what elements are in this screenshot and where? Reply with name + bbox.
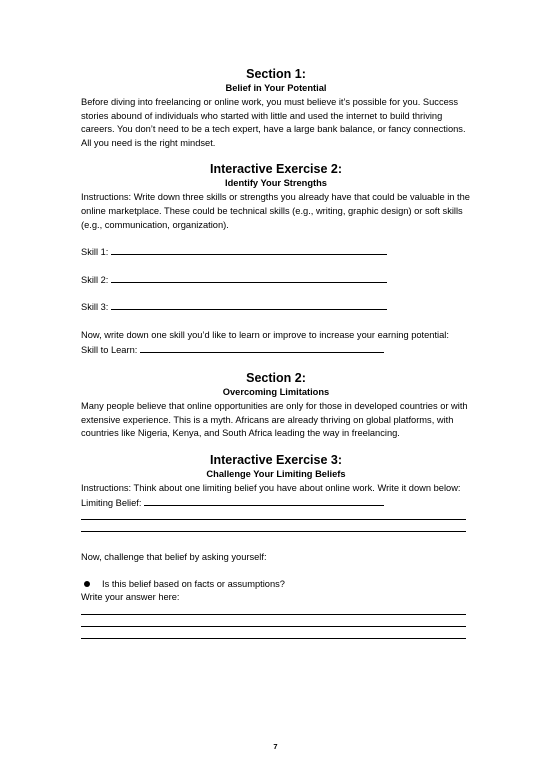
answer-line-3[interactable]: [81, 638, 466, 639]
question1-text: Is this belief based on facts or assumptions?: [102, 578, 285, 589]
skill3-blank[interactable]: [111, 300, 387, 310]
learn-row: [81, 343, 471, 358]
belief-label: Limiting Belief:: [81, 497, 142, 508]
exercise3-instructions: Instructions: Think about one limiting belief you have about online work. Write it down below:: [81, 482, 461, 493]
skill1-label: Skill 1:: [81, 247, 109, 258]
page-content: [81, 67, 471, 639]
exercise3-title: Interactive Exercise 3:: [209, 452, 343, 467]
section1-title: Section 1:: [246, 67, 306, 81]
belief-blank[interactable]: [144, 496, 384, 506]
section2-subtitle: Overcoming Limitations: [222, 387, 330, 398]
question1-row: [81, 578, 471, 592]
skill2-row: [81, 273, 471, 288]
learn-prompt: Now, write down one skill you’d like to learn or improve to increase your earning potential:: [81, 329, 449, 340]
skill2-label: Skill 2:: [81, 274, 109, 285]
section1-body: Before diving into freelancing or online work, you must believe it’s possible for you. Success stories abound of individuals who started with little and used the internet to build thriving careers. You don’t need to be a tech expert, have a large bank balance, or fancy connections. All you need is the right mindset.: [81, 97, 466, 148]
exercise2-instructions: Instructions: Write down three skills or strengths you already have that could be valuable in the online marketplace. These could be technical skills (e.g., writing, graphic design) or soft skills (e.g., communication, organization).: [81, 192, 470, 230]
skill1-blank[interactable]: [111, 245, 387, 255]
section2-body: Many people believe that online opportunities are only for those in developed countries or with extensive experience. This is a myth. Africans are already thriving on global platforms, with countries like Nigeria, Kenya, and South Africa leading the way in freelancing.: [81, 401, 468, 439]
exercise3-subtitle: Challenge Your Limiting Beliefs: [206, 468, 346, 479]
answer-label: Write your answer here:: [81, 592, 180, 603]
skill1-row: [81, 245, 471, 260]
learn-blank[interactable]: [140, 343, 384, 353]
belief-row: [81, 496, 471, 511]
section2-title: Section 2:: [246, 371, 306, 386]
learn-label: Skill to Learn:: [81, 344, 138, 355]
skill3-label: Skill 3:: [81, 302, 109, 313]
skill2-blank[interactable]: [111, 273, 387, 283]
page-number: 7: [273, 742, 278, 751]
challenge-prompt: Now, challenge that belief by asking yourself:: [81, 552, 267, 563]
bullet-icon: [84, 581, 90, 587]
exercise2-subtitle: Identify Your Strengths: [225, 178, 327, 189]
exercise2-title: Interactive Exercise 2:: [209, 162, 343, 177]
section1-subtitle: Belief in Your Potential: [225, 83, 327, 93]
skill3-row: [81, 300, 471, 315]
